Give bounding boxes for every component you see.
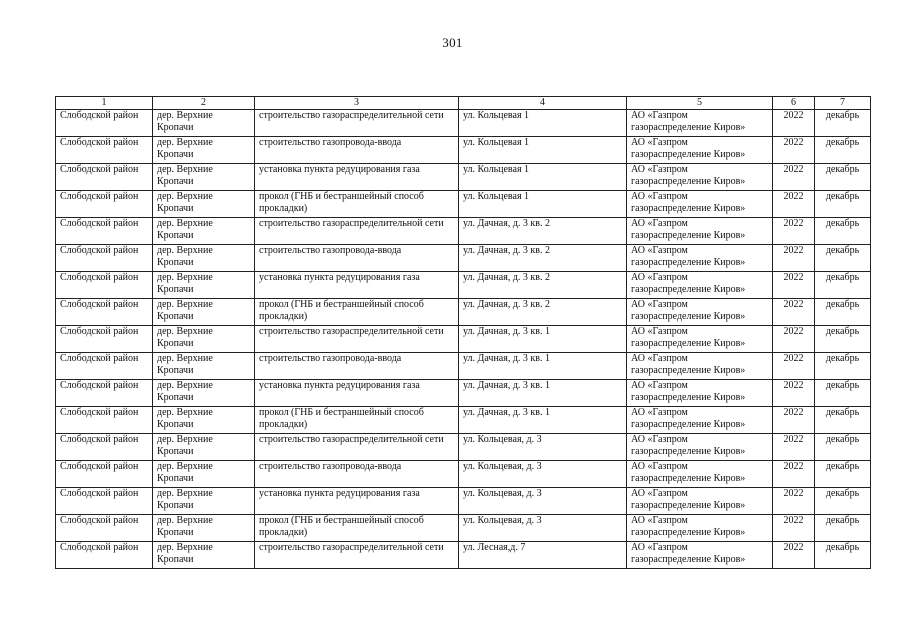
address-cell: ул. Кольцевая, д. 3: [459, 461, 627, 488]
district-cell: Слободской район: [56, 191, 153, 218]
district-cell: Слободской район: [56, 407, 153, 434]
work-type-cell: прокол (ГНБ и бестраншейный способ прокладки): [255, 515, 459, 542]
month-cell: декабрь: [815, 461, 871, 488]
table-row: [56, 461, 871, 488]
district-cell: Слободской район: [56, 137, 153, 164]
address-cell: ул. Дачная, д. 3 кв. 1: [459, 353, 627, 380]
year-cell: 2022: [773, 272, 815, 299]
table-row: [56, 272, 871, 299]
month-cell: декабрь: [815, 272, 871, 299]
district-cell: Слободской район: [56, 542, 153, 569]
settlement-cell: дер. Верхние Кропачи: [153, 191, 255, 218]
settlement-cell: дер. Верхние Кропачи: [153, 515, 255, 542]
column-header: 7: [815, 97, 871, 110]
year-cell: 2022: [773, 461, 815, 488]
district-cell: Слободской район: [56, 272, 153, 299]
month-cell: декабрь: [815, 353, 871, 380]
column-header: 1: [56, 97, 153, 110]
settlement-cell: дер. Верхние Кропачи: [153, 488, 255, 515]
work-type-cell: строительство газораспределительной сети: [255, 110, 459, 137]
work-type-cell: установка пункта редуцирования газа: [255, 272, 459, 299]
operator-cell: АО «Газпром газораспределение Киров»: [627, 542, 773, 569]
operator-cell: АО «Газпром газораспределение Киров»: [627, 218, 773, 245]
year-cell: 2022: [773, 542, 815, 569]
work-type-cell: строительство газопровода-ввода: [255, 245, 459, 272]
table-row: [56, 353, 871, 380]
year-cell: 2022: [773, 380, 815, 407]
month-cell: декабрь: [815, 299, 871, 326]
table-row: [56, 326, 871, 353]
address-cell: ул. Дачная, д. 3 кв. 1: [459, 326, 627, 353]
operator-cell: АО «Газпром газораспределение Киров»: [627, 245, 773, 272]
settlement-cell: дер. Верхние Кропачи: [153, 380, 255, 407]
year-cell: 2022: [773, 299, 815, 326]
month-cell: декабрь: [815, 326, 871, 353]
month-cell: декабрь: [815, 110, 871, 137]
year-cell: 2022: [773, 164, 815, 191]
operator-cell: АО «Газпром газораспределение Киров»: [627, 461, 773, 488]
table-row: [56, 218, 871, 245]
month-cell: декабрь: [815, 191, 871, 218]
year-cell: 2022: [773, 137, 815, 164]
month-cell: декабрь: [815, 164, 871, 191]
settlement-cell: дер. Верхние Кропачи: [153, 137, 255, 164]
work-type-cell: строительство газопровода-ввода: [255, 461, 459, 488]
month-cell: декабрь: [815, 407, 871, 434]
column-header: 3: [255, 97, 459, 110]
table-body: [56, 110, 871, 569]
settlement-cell: дер. Верхние Кропачи: [153, 299, 255, 326]
column-header: 6: [773, 97, 815, 110]
district-cell: Слободской район: [56, 326, 153, 353]
operator-cell: АО «Газпром газораспределение Киров»: [627, 299, 773, 326]
work-type-cell: строительство газопровода-ввода: [255, 137, 459, 164]
table-row: [56, 488, 871, 515]
operator-cell: АО «Газпром газораспределение Киров»: [627, 272, 773, 299]
operator-cell: АО «Газпром газораспределение Киров»: [627, 434, 773, 461]
table-row: [56, 299, 871, 326]
month-cell: декабрь: [815, 218, 871, 245]
address-cell: ул. Кольцевая, д. 3: [459, 515, 627, 542]
district-cell: Слободской район: [56, 380, 153, 407]
district-cell: Слободской район: [56, 110, 153, 137]
page-number: 301: [442, 35, 463, 50]
address-cell: ул. Кольцевая 1: [459, 191, 627, 218]
table-row: [56, 542, 871, 569]
work-type-cell: строительство газораспределительной сети: [255, 326, 459, 353]
operator-cell: АО «Газпром газораспределение Киров»: [627, 380, 773, 407]
district-cell: Слободской район: [56, 461, 153, 488]
work-type-cell: установка пункта редуцирования газа: [255, 164, 459, 191]
table-row: [56, 434, 871, 461]
operator-cell: АО «Газпром газораспределение Киров»: [627, 407, 773, 434]
district-cell: Слободской район: [56, 434, 153, 461]
year-cell: 2022: [773, 245, 815, 272]
address-cell: ул. Дачная, д. 3 кв. 1: [459, 407, 627, 434]
work-type-cell: прокол (ГНБ и бестраншейный способ прокладки): [255, 299, 459, 326]
year-cell: 2022: [773, 515, 815, 542]
address-cell: ул. Дачная, д. 3 кв. 2: [459, 218, 627, 245]
settlement-cell: дер. Верхние Кропачи: [153, 110, 255, 137]
year-cell: 2022: [773, 353, 815, 380]
work-type-cell: строительство газораспределительной сети: [255, 542, 459, 569]
column-header: 4: [459, 97, 627, 110]
settlement-cell: дер. Верхние Кропачи: [153, 542, 255, 569]
month-cell: декабрь: [815, 542, 871, 569]
works-table: [55, 96, 871, 569]
address-cell: ул. Дачная, д. 3 кв. 2: [459, 299, 627, 326]
operator-cell: АО «Газпром газораспределение Киров»: [627, 164, 773, 191]
work-type-cell: установка пункта редуцирования газа: [255, 380, 459, 407]
month-cell: декабрь: [815, 137, 871, 164]
year-cell: 2022: [773, 218, 815, 245]
column-number-row: [56, 97, 871, 110]
year-cell: 2022: [773, 326, 815, 353]
operator-cell: АО «Газпром газораспределение Киров»: [627, 488, 773, 515]
table-row: [56, 110, 871, 137]
operator-cell: АО «Газпром газораспределение Киров»: [627, 191, 773, 218]
work-type-cell: прокол (ГНБ и бестраншейный способ прокладки): [255, 191, 459, 218]
address-cell: ул. Лесная,д. 7: [459, 542, 627, 569]
settlement-cell: дер. Верхние Кропачи: [153, 272, 255, 299]
address-cell: ул. Дачная, д. 3 кв. 2: [459, 272, 627, 299]
table-row: [56, 515, 871, 542]
month-cell: декабрь: [815, 488, 871, 515]
settlement-cell: дер. Верхние Кропачи: [153, 407, 255, 434]
settlement-cell: дер. Верхние Кропачи: [153, 353, 255, 380]
table-row: [56, 164, 871, 191]
address-cell: ул. Дачная, д. 3 кв. 2: [459, 245, 627, 272]
operator-cell: АО «Газпром газораспределение Киров»: [627, 110, 773, 137]
operator-cell: АО «Газпром газораспределение Киров»: [627, 353, 773, 380]
table-row: [56, 380, 871, 407]
operator-cell: АО «Газпром газораспределение Киров»: [627, 137, 773, 164]
work-type-cell: установка пункта редуцирования газа: [255, 488, 459, 515]
year-cell: 2022: [773, 110, 815, 137]
settlement-cell: дер. Верхние Кропачи: [153, 326, 255, 353]
district-cell: Слободской район: [56, 164, 153, 191]
column-header: 2: [153, 97, 255, 110]
operator-cell: АО «Газпром газораспределение Киров»: [627, 515, 773, 542]
district-cell: Слободской район: [56, 515, 153, 542]
column-header: 5: [627, 97, 773, 110]
address-cell: ул. Кольцевая, д. 3: [459, 488, 627, 515]
month-cell: декабрь: [815, 434, 871, 461]
district-cell: Слободской район: [56, 488, 153, 515]
work-type-cell: прокол (ГНБ и бестраншейный способ прокладки): [255, 407, 459, 434]
work-type-cell: строительство газораспределительной сети: [255, 434, 459, 461]
settlement-cell: дер. Верхние Кропачи: [153, 164, 255, 191]
address-cell: ул. Кольцевая 1: [459, 164, 627, 191]
year-cell: 2022: [773, 434, 815, 461]
settlement-cell: дер. Верхние Кропачи: [153, 434, 255, 461]
settlement-cell: дер. Верхние Кропачи: [153, 461, 255, 488]
year-cell: 2022: [773, 191, 815, 218]
operator-cell: АО «Газпром газораспределение Киров»: [627, 326, 773, 353]
address-cell: ул. Кольцевая, д. 3: [459, 434, 627, 461]
district-cell: Слободской район: [56, 353, 153, 380]
month-cell: декабрь: [815, 245, 871, 272]
month-cell: декабрь: [815, 515, 871, 542]
address-cell: ул. Кольцевая 1: [459, 110, 627, 137]
district-cell: Слободской район: [56, 218, 153, 245]
table-row: [56, 137, 871, 164]
table-row: [56, 407, 871, 434]
settlement-cell: дер. Верхние Кропачи: [153, 218, 255, 245]
address-cell: ул. Кольцевая 1: [459, 137, 627, 164]
address-cell: ул. Дачная, д. 3 кв. 1: [459, 380, 627, 407]
work-type-cell: строительство газораспределительной сети: [255, 218, 459, 245]
month-cell: декабрь: [815, 380, 871, 407]
table-row: [56, 191, 871, 218]
district-cell: Слободской район: [56, 245, 153, 272]
table-row: [56, 245, 871, 272]
year-cell: 2022: [773, 407, 815, 434]
work-type-cell: строительство газопровода-ввода: [255, 353, 459, 380]
year-cell: 2022: [773, 488, 815, 515]
district-cell: Слободской район: [56, 299, 153, 326]
settlement-cell: дер. Верхние Кропачи: [153, 245, 255, 272]
